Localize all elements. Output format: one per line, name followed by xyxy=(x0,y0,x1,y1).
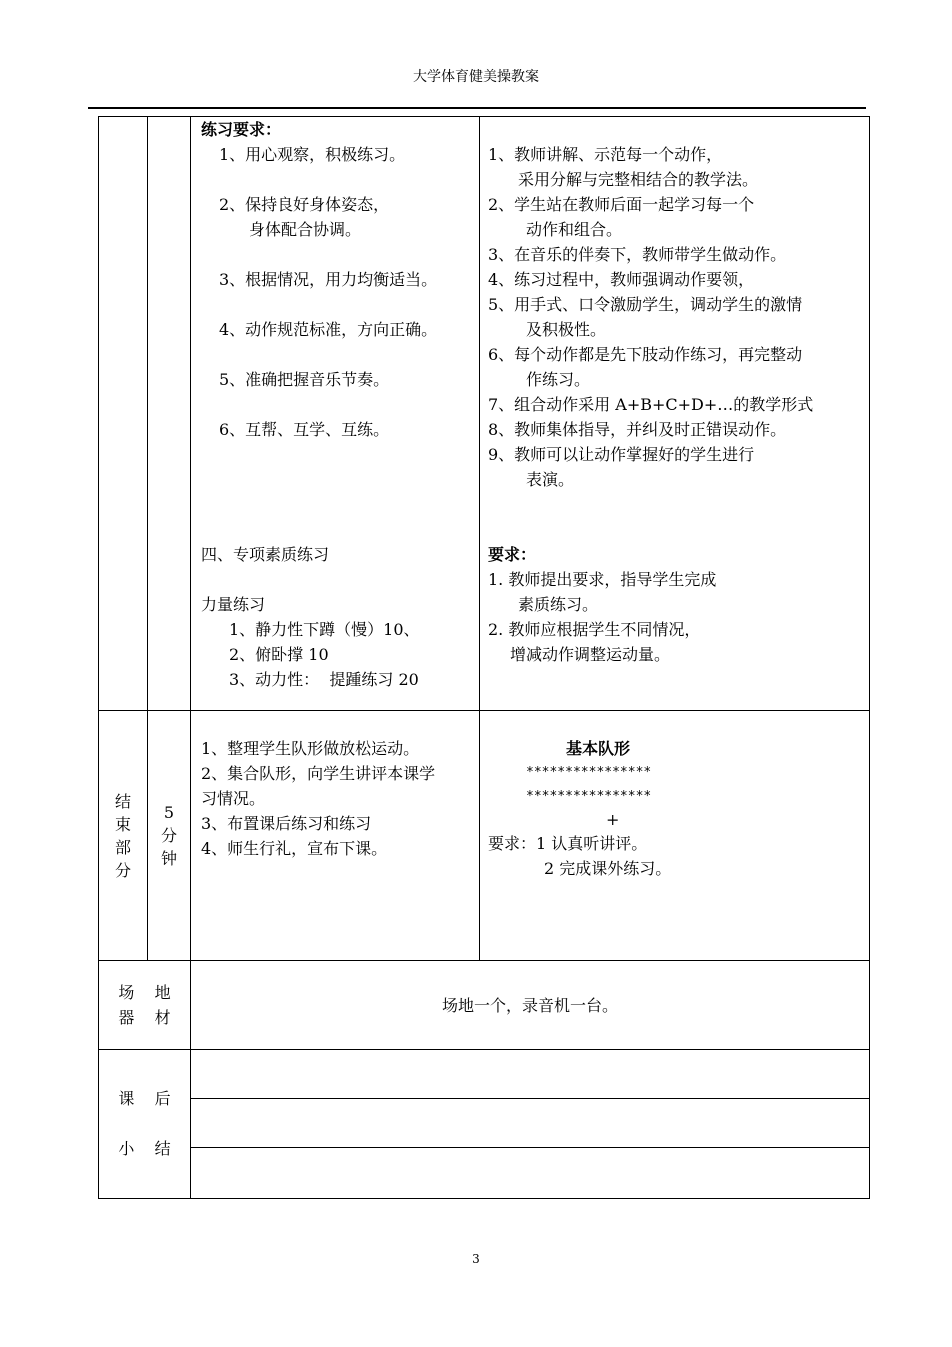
ending-item: 2、集合队形，向学生讲评本课学 xyxy=(201,764,436,783)
teaching-step: 及积极性。 xyxy=(526,320,607,339)
teaching-step: 作练习。 xyxy=(526,370,591,389)
requirement-item: 2. 教师应根据学生不同情况， xyxy=(488,620,701,639)
teaching-step: 2、学生站在教师后面一起学习每一个 xyxy=(488,195,755,214)
strength-practice-title: 力量练习 xyxy=(201,595,266,614)
teaching-step: 6、每个动作都是先下肢动作练习，再完整动 xyxy=(488,345,803,364)
teaching-step: 采用分解与完整相结合的教学法。 xyxy=(518,170,759,189)
venue-label: 场 地 器 材 xyxy=(118,983,171,1027)
venue-row xyxy=(99,961,870,1050)
requirement-item: 身体配合协调。 xyxy=(249,220,362,239)
requirement-item: 2、保持良好身体姿态， xyxy=(219,195,390,214)
ending-time-cell xyxy=(148,711,191,961)
ending-label-cell xyxy=(99,711,148,961)
requirement-heading: 要求： xyxy=(488,545,537,564)
requirement-item: 素质练习。 xyxy=(518,595,599,614)
ending-item: 4、师生行礼，宣布下课。 xyxy=(201,839,388,858)
strength-section-title: 四、专项素质练习 xyxy=(201,545,330,564)
teaching-step: 1、教师讲解、示范每一个动作， xyxy=(488,145,723,164)
formation-row: **************** xyxy=(526,765,652,780)
formation-row: **************** xyxy=(526,789,652,804)
requirement-item: 6、互帮、互学、互练。 xyxy=(219,420,390,439)
ending-duration: 5 分 钟 xyxy=(160,803,177,868)
teacher-position-marker: + xyxy=(606,810,620,829)
main-right-content-cell xyxy=(480,117,870,711)
requirement-item: 4、动作规范标准，方向正确。 xyxy=(219,320,438,339)
ending-item: 1、整理学生队形做放松运动。 xyxy=(201,739,420,758)
teaching-step: 7、组合动作采用 A+B+C+D+…的教学形式 xyxy=(488,395,814,414)
strength-item: 3、动力性： 提踵练习 20 xyxy=(229,670,419,689)
teaching-step: 5、用手式、口令激励学生，调动学生的激情 xyxy=(488,295,803,314)
teaching-step: 动作和组合。 xyxy=(526,220,623,239)
ending-item: 3、布置课后练习和练习 xyxy=(201,814,372,833)
main-section-time-cell xyxy=(148,117,191,711)
main-practice-row xyxy=(99,117,870,711)
header-rule xyxy=(88,107,866,109)
teaching-step: 3、在音乐的伴奏下，教师带学生做动作。 xyxy=(488,245,787,264)
requirement-item: 增减动作调整运动量。 xyxy=(510,645,671,664)
strength-item: 2、俯卧撑 10 xyxy=(229,645,329,664)
page-number: 3 xyxy=(472,1252,480,1266)
summary-label-cell xyxy=(99,1050,191,1199)
venue-content: 场地一个，录音机一台。 xyxy=(441,995,618,1015)
formation-cell xyxy=(480,711,870,961)
main-section-label-cell xyxy=(99,117,148,711)
page-header-title: 大学体育健美操教案 xyxy=(413,69,539,85)
teaching-step: 4、练习过程中，教师强调动作要领， xyxy=(488,270,755,289)
lesson-plan-table xyxy=(98,116,870,1199)
strength-item: 1、静力性下蹲（慢）10、 xyxy=(229,620,420,639)
ending-content-cell xyxy=(191,711,480,961)
teaching-step: 9、教师可以让动作掌握好的学生进行 xyxy=(488,445,755,464)
ending-item: 习情况。 xyxy=(201,789,266,808)
venue-content-cell xyxy=(191,961,870,1050)
formation-requirement: 要求：1 认真听讲评。 xyxy=(488,834,648,853)
venue-label-cell xyxy=(99,961,191,1050)
summary-label: 课 后 小 结 xyxy=(118,1089,171,1158)
requirement-item: 1、用心观察，积极练习。 xyxy=(219,145,406,164)
summary-content-cell xyxy=(191,1050,870,1199)
formation-title: 基本队形 xyxy=(566,739,631,758)
requirement-item: 1. 教师提出要求，指导学生完成 xyxy=(488,570,717,589)
practice-requirements-heading: 练习要求： xyxy=(201,120,282,139)
summary-blank-line xyxy=(191,1148,869,1196)
summary-row xyxy=(99,1050,870,1199)
summary-blank-line xyxy=(191,1050,869,1099)
ending-section-row xyxy=(99,711,870,961)
requirement-item: 5、准确把握音乐节奏。 xyxy=(219,370,390,389)
ending-section-label: 结 束 部 分 xyxy=(114,791,131,880)
requirement-item: 3、根据情况，用力均衡适当。 xyxy=(219,270,438,289)
teaching-step: 表演。 xyxy=(526,470,575,489)
main-left-content-cell xyxy=(191,117,480,711)
formation-requirement: 2 完成课外练习。 xyxy=(544,859,672,878)
teaching-step: 8、教师集体指导，并纠及时正错误动作。 xyxy=(488,420,787,439)
summary-blank-line xyxy=(191,1099,869,1148)
